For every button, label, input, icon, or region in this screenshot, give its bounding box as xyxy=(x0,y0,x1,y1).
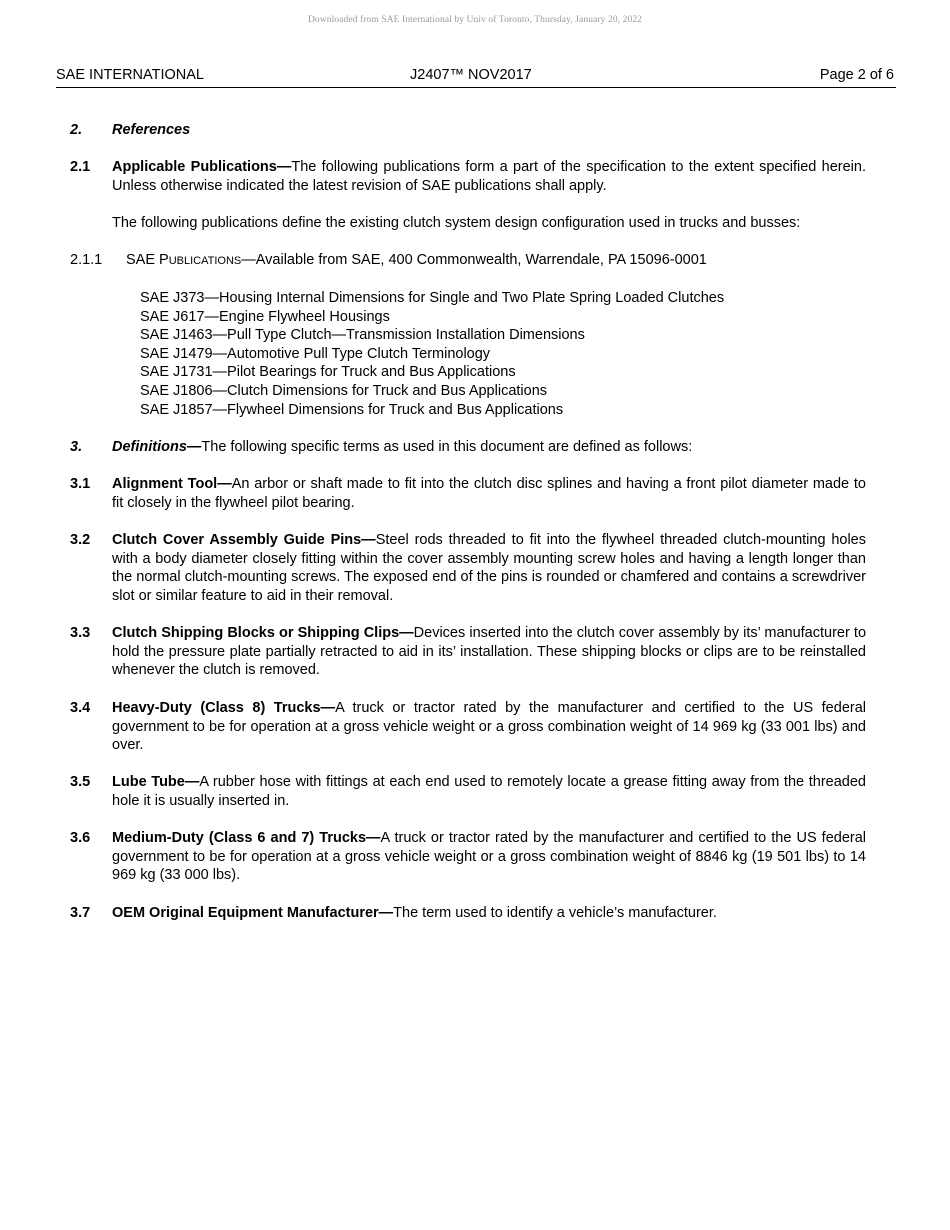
definition-number: 3.4 xyxy=(70,700,91,716)
clause-number: 2.1.1 xyxy=(70,252,103,268)
definition-text xyxy=(112,904,866,923)
definition-body: A truck or tractor rated by the manufacturer and certified to the US federal government to be for operation at a gross vehicle weight or a gross combination weight of 8846 kg (19 501 lbs) to 14 969 kg (33 000 lbs). xyxy=(112,830,866,884)
definition-number: 3.2 xyxy=(70,532,91,548)
publication-item: SAE J1731—Pilot Bearings for Truck and Bus Applications xyxy=(140,364,516,381)
definition-text xyxy=(112,699,866,755)
publication-item: SAE J1463—Pull Type Clutch—Transmission Installation Dimensions xyxy=(140,327,585,344)
section-body: The following specific terms as used in this document are defined as follows: xyxy=(201,439,693,455)
section-title: References xyxy=(112,122,191,138)
definition-body: A truck or tractor rated by the manufacturer and certified to the US federal government to be for operation at a gross vehicle weight or a gross combination weight of 14 969 kg (33 001 lbs) and over. xyxy=(112,700,866,754)
definition-body: Steel rods threaded to fit into the flywheel threaded clutch-mounting holes with a body diameter closely fitting within the cover assembly mounting screw holes and having a length longer than the normal clutch-mounting screws. The exposed end of the pins is rounded or chamfered and contains a screwdriver slot or similar feature to aid in their removal. xyxy=(112,532,866,604)
clause-text xyxy=(112,158,866,195)
publication-item: SAE J373—Housing Internal Dimensions for Single and Two Plate Spring Loaded Clutches xyxy=(140,290,725,306)
definition-number: 3.3 xyxy=(70,625,91,641)
definition-term: Heavy-Duty (Class 8) Trucks— xyxy=(112,700,336,716)
clause-number: 2.1 xyxy=(70,159,91,175)
definition-number: 3.6 xyxy=(70,830,91,846)
clause-term: Applicable Publications— xyxy=(112,159,292,175)
clause-2-1-1 xyxy=(70,251,870,270)
clause-body: —Available from SAE, 400 Commonwealth, Warrendale, PA 15096-0001 xyxy=(241,252,707,268)
note-text: The following publications define the existing clutch system design configuration used in trucks and busses: xyxy=(112,215,801,231)
download-watermark: Downloaded from SAE International by Univ of Toronto, Thursday, January 20, 2022 xyxy=(307,15,643,25)
clause-body: The following publications form a part of the specification to the extent specified herein. Unless otherwise indicated the latest revision of SAE publications shall apply. xyxy=(112,159,866,194)
header-organization: SAE INTERNATIONAL xyxy=(56,67,204,83)
section-term: Definitions— xyxy=(112,439,202,455)
section-text xyxy=(112,438,866,457)
definition-number: 3.7 xyxy=(70,905,91,921)
definition-term: Alignment Tool— xyxy=(112,476,232,492)
definition-body: The term used to identify a vehicle’s manufacturer. xyxy=(393,905,717,921)
definition-number: 3.5 xyxy=(70,774,91,790)
definition-term: Clutch Cover Assembly Guide Pins— xyxy=(112,532,376,548)
section-number: 2. xyxy=(70,122,83,138)
clause-text xyxy=(126,251,707,271)
publication-item: SAE J1806—Clutch Dimensions for Truck and Bus Applications xyxy=(140,382,548,399)
definition-body: Devices inserted into the clutch cover assembly by its’ manufacturer to hold the pressure plate partially retracted to aid in its’ installation. These shipping blocks or clips are to be reinstalled whenever the clutch is removed. xyxy=(112,625,867,679)
publication-item: SAE J1479—Automotive Pull Type Clutch Terminology xyxy=(140,345,491,362)
publication-list xyxy=(140,289,724,419)
definition-term: OEM Original Equipment Manufacturer— xyxy=(112,905,394,921)
header-document-id: J2407™ NOV2017 xyxy=(410,67,532,83)
definition-body: A rubber hose with fittings at each end used to remotely locate a grease fitting away from the threaded hole it is usually inserted in. xyxy=(112,774,866,809)
definition-text xyxy=(112,829,866,885)
publication-item: SAE J617—Engine Flywheel Housings xyxy=(140,308,390,325)
publications-prefix: SAE PUBLICATIONS xyxy=(126,252,242,268)
definition-number: 3.1 xyxy=(70,476,91,492)
definition-term: Medium-Duty (Class 6 and 7) Trucks— xyxy=(112,830,381,846)
publication-item: SAE J1857—Flywheel Dimensions for Truck and Bus Applications xyxy=(140,401,564,418)
definition-term: Clutch Shipping Blocks or Shipping Clips— xyxy=(112,625,414,641)
section-number: 3. xyxy=(70,439,83,455)
header-page-number: Page 2 of 6 xyxy=(819,67,894,83)
definition-text xyxy=(112,531,866,605)
page-header xyxy=(56,67,896,88)
definition-body: An arbor or shaft made to fit into the clutch disc splines and having a front pilot diameter made to fit closely in the flywheel pilot bearing. xyxy=(112,476,866,511)
definition-text xyxy=(112,475,866,512)
definition-text xyxy=(112,773,866,810)
definition-term: Lube Tube— xyxy=(112,774,200,790)
definition-text xyxy=(112,624,866,680)
